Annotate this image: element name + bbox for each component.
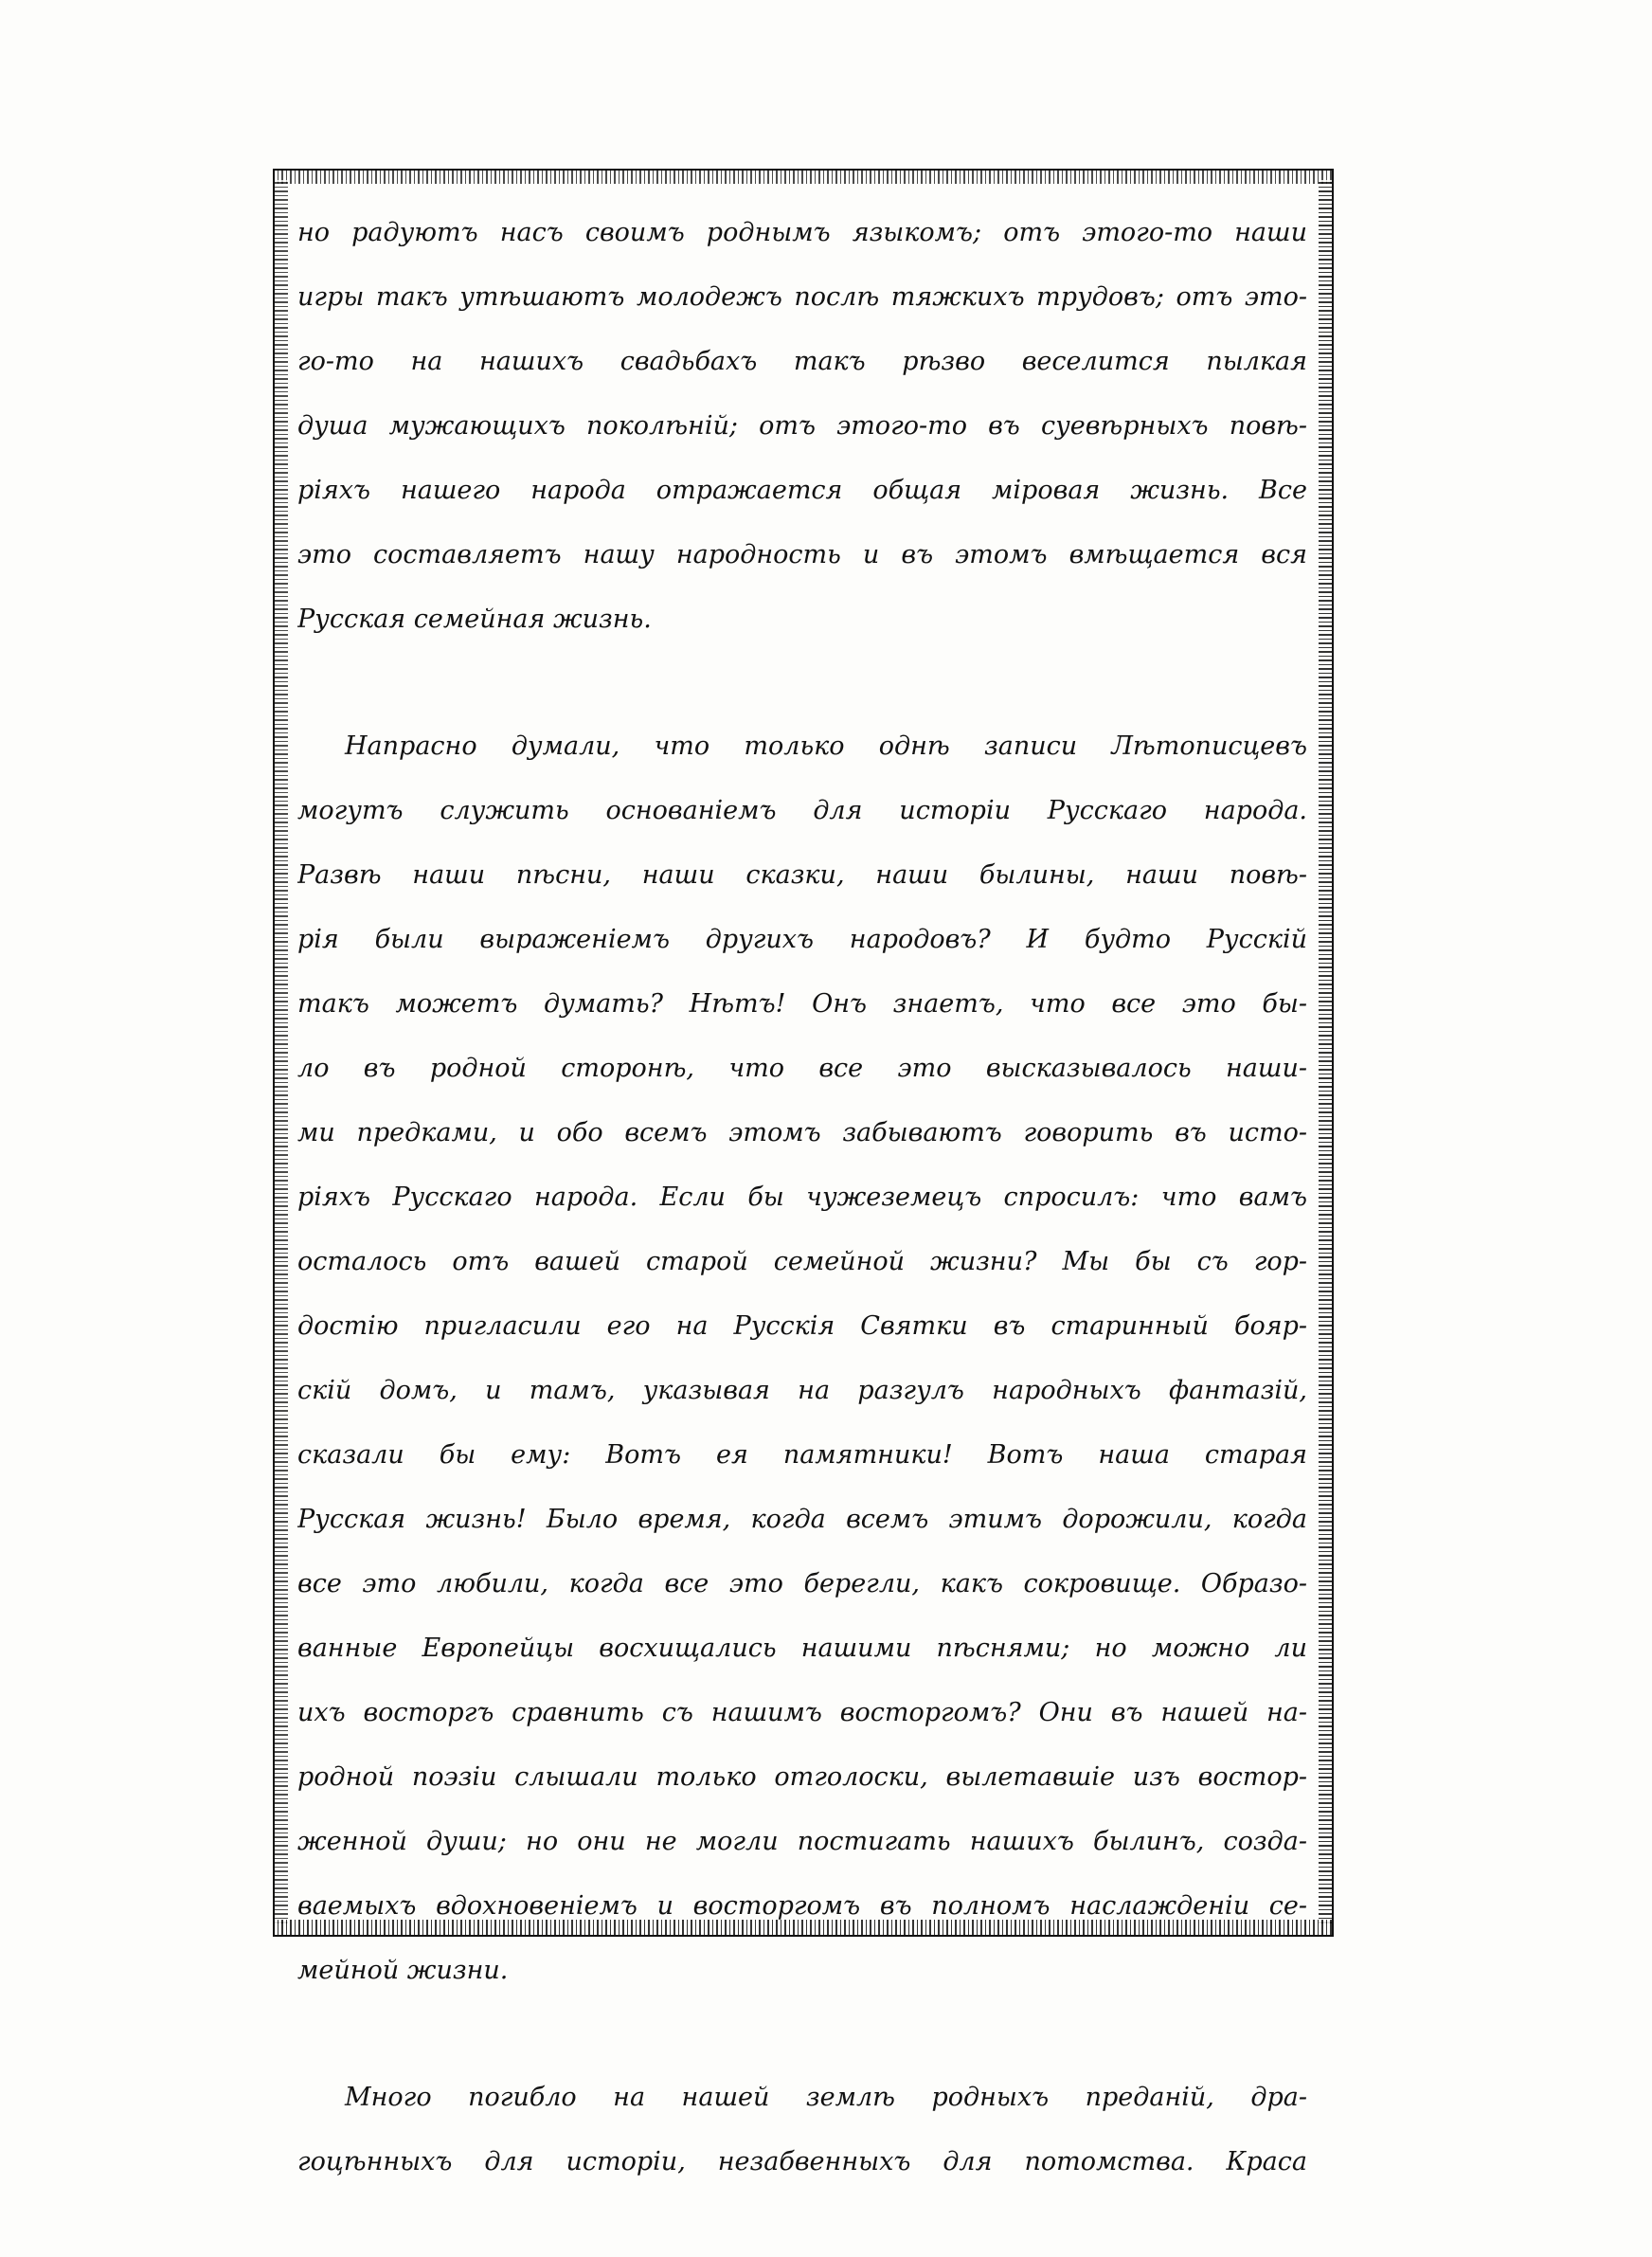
paragraph-gap — [297, 2003, 1307, 2066]
text-line: женной души; но они не могли постигать нашихъ былинъ, созда- — [297, 1827, 1307, 1856]
text-line: ми предками, и обо всемъ этомъ забываютъ говорить въ исто- — [297, 1118, 1307, 1147]
text-line: Много погибло на нашей землѣ родныхъ преданій, дра- — [345, 2083, 1307, 2112]
paragraph-3 — [297, 2066, 1307, 2194]
text-line: мейной жизни. — [297, 1956, 509, 1985]
text-line: это составляетъ нашу народность и въ этомъ вмѣщается вся — [297, 540, 1307, 569]
paragraph-2 — [297, 714, 1307, 2003]
text-line: Развѣ наши пѣсни, наши сказки, наши былины, наши повѣ- — [297, 860, 1307, 890]
text-line: сказали бы ему: Вотъ ея памятники! Вотъ наша старая — [297, 1440, 1307, 1470]
text-line: рія были выраженіемъ другихъ народовъ? И будто Русскій — [297, 925, 1307, 954]
text-line: ріяхъ нашего народа отражается общая міровая жизнь. Все — [297, 476, 1307, 505]
manuscript-text — [297, 201, 1307, 2194]
text-line: скій домъ, и тамъ, указывая на разгулъ народныхъ фантазій, — [297, 1376, 1307, 1405]
text-line: ріяхъ Русскаго народа. Если бы чужеземецъ спросилъ: что вамъ — [297, 1183, 1307, 1212]
text-line: ванные Европейцы восхищались нашими пѣснями; но можно ли — [297, 1634, 1307, 1663]
paragraph-gap — [297, 652, 1307, 714]
text-line: игры такъ утѣшаютъ молодежъ послѣ тяжкихъ трудовъ; отъ это- — [297, 282, 1307, 312]
text-line: но радуютъ насъ своимъ роднымъ языкомъ; отъ этого-то наши — [297, 218, 1307, 247]
text-line: такъ можетъ думать? Нѣтъ! Онъ знаетъ, что все это бы- — [297, 989, 1307, 1019]
text-line: могутъ служить основаніемъ для исторіи Русскаго народа. — [297, 796, 1307, 825]
text-line: родной поэзіи слышали только отголоски, вылетавшіе изъ востор- — [297, 1762, 1307, 1792]
text-line: ло въ родной сторонѣ, что все это высказывалось наши- — [297, 1054, 1307, 1083]
text-line: Русская семейная жизнь. — [297, 605, 652, 634]
text-line: душа мужающихъ поколѣній; отъ этого-то въ суевѣрныхъ повѣ- — [297, 411, 1307, 441]
paragraph-1 — [297, 201, 1307, 652]
text-line: все это любили, когда все это берегли, какъ сокровище. Образо- — [297, 1569, 1307, 1598]
text-line: Русская жизнь! Было время, когда всемъ этимъ дорожили, когда — [297, 1505, 1307, 1534]
text-line: ваемыхъ вдохновеніемъ и восторгомъ въ полномъ наслажденіи се- — [297, 1891, 1307, 1921]
text-line: ихъ восторгъ сравнить съ нашимъ восторгомъ? Они въ нашей на- — [297, 1698, 1307, 1727]
text-line: Напрасно думали, что только однѣ записи Лѣтописцевъ — [345, 731, 1307, 761]
text-line: осталось отъ вашей старой семейной жизни? Мы бы съ гор- — [297, 1247, 1307, 1276]
text-line: гоцѣнныхъ для исторіи, незабвенныхъ для потомства. Краса — [297, 2147, 1307, 2176]
text-line: достію пригласили его на Русскія Святки въ старинный бояр- — [297, 1311, 1307, 1341]
text-line: го-то на нашихъ свадьбахъ такъ рѣзво веселится пылкая — [297, 347, 1307, 376]
